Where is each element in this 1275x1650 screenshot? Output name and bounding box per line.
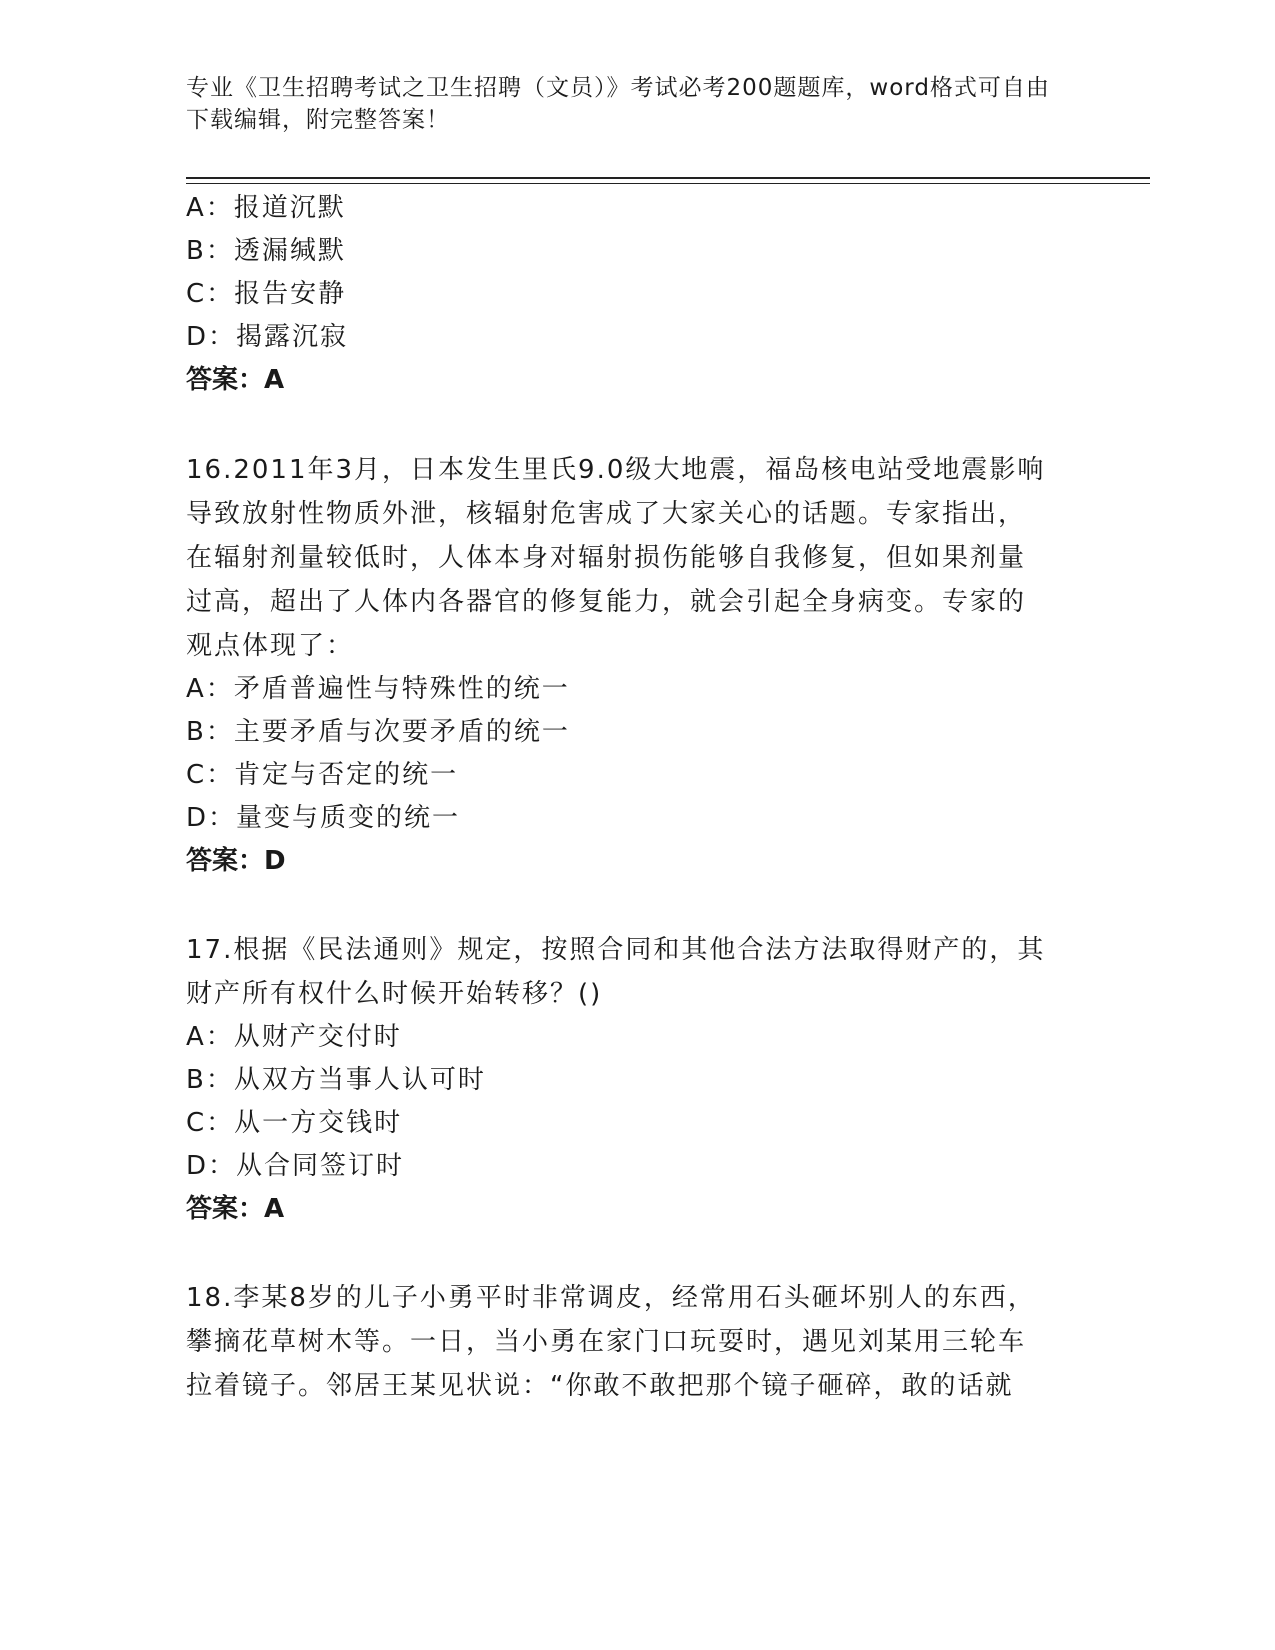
question-18-stem-line: 拉着镜子。邻居王某见状说：“你敢不敢把那个镜子砸碎，敢的话就 <box>186 1371 1014 1401</box>
question-16-answer: 答案：D <box>186 846 286 876</box>
question-16-option-d: D：量变与质变的统一 <box>186 803 461 833</box>
question-18-stem-line: 18.李某8岁的儿子小勇平时非常调皮，经常用石头砸坏别人的东西， <box>186 1283 1036 1313</box>
header-divider-thin <box>186 183 1150 184</box>
option-c: C：报告安静 <box>186 279 347 309</box>
question-17-stem-line: 财产所有权什么时候开始转移？() <box>186 979 603 1009</box>
question-17-option-a: A：从财产交付时 <box>186 1022 402 1052</box>
question-16-stem-line: 导致放射性物质外泄，核辐射危害成了大家关心的话题。专家指出， <box>186 499 1027 529</box>
question-17-answer: 答案：A <box>186 1194 285 1224</box>
question-16-stem-line: 过高，超出了人体内各器官的修复能力，就会引起全身病变。专家的 <box>186 587 1027 617</box>
question-18-stem-line: 攀摘花草树木等。一日，当小勇在家门口玩耍时，遇见刘某用三轮车 <box>186 1327 1027 1357</box>
question-16-option-a: A：矛盾普遍性与特殊性的统一 <box>186 674 570 704</box>
question-16-option-b: B：主要矛盾与次要矛盾的统一 <box>186 717 570 747</box>
question-16-option-c: C：肯定与否定的统一 <box>186 760 459 790</box>
question-17-option-c: C：从一方交钱时 <box>186 1108 403 1138</box>
header-divider <box>186 177 1150 179</box>
question-17-option-b: B：从双方当事人认可时 <box>186 1065 486 1095</box>
option-a: A：报道沉默 <box>186 193 346 223</box>
option-d: D：揭露沉寂 <box>186 322 349 352</box>
option-b: B：透漏缄默 <box>186 236 346 266</box>
question-16-stem-line: 16.2011年3月，日本发生里氏9.0级大地震，福岛核电站受地震影响 <box>186 455 1046 485</box>
question-16-stem-line: 在辐射剂量较低时，人体本身对辐射损伤能够自我修复，但如果剂量 <box>186 543 1027 573</box>
question-17-stem-line: 17.根据《民法通则》规定，按照合同和其他合法方法取得财产的，其 <box>186 935 1046 965</box>
question-16-stem-line: 观点体现了： <box>186 631 355 661</box>
document-header: 专业《卫生招聘考试之卫生招聘（文员）》考试必考200题题库，word格式可自由下载编辑，附完整答案！ <box>186 75 1050 133</box>
question-17-option-d: D：从合同签订时 <box>186 1151 405 1181</box>
answer: 答案：A <box>186 365 285 395</box>
